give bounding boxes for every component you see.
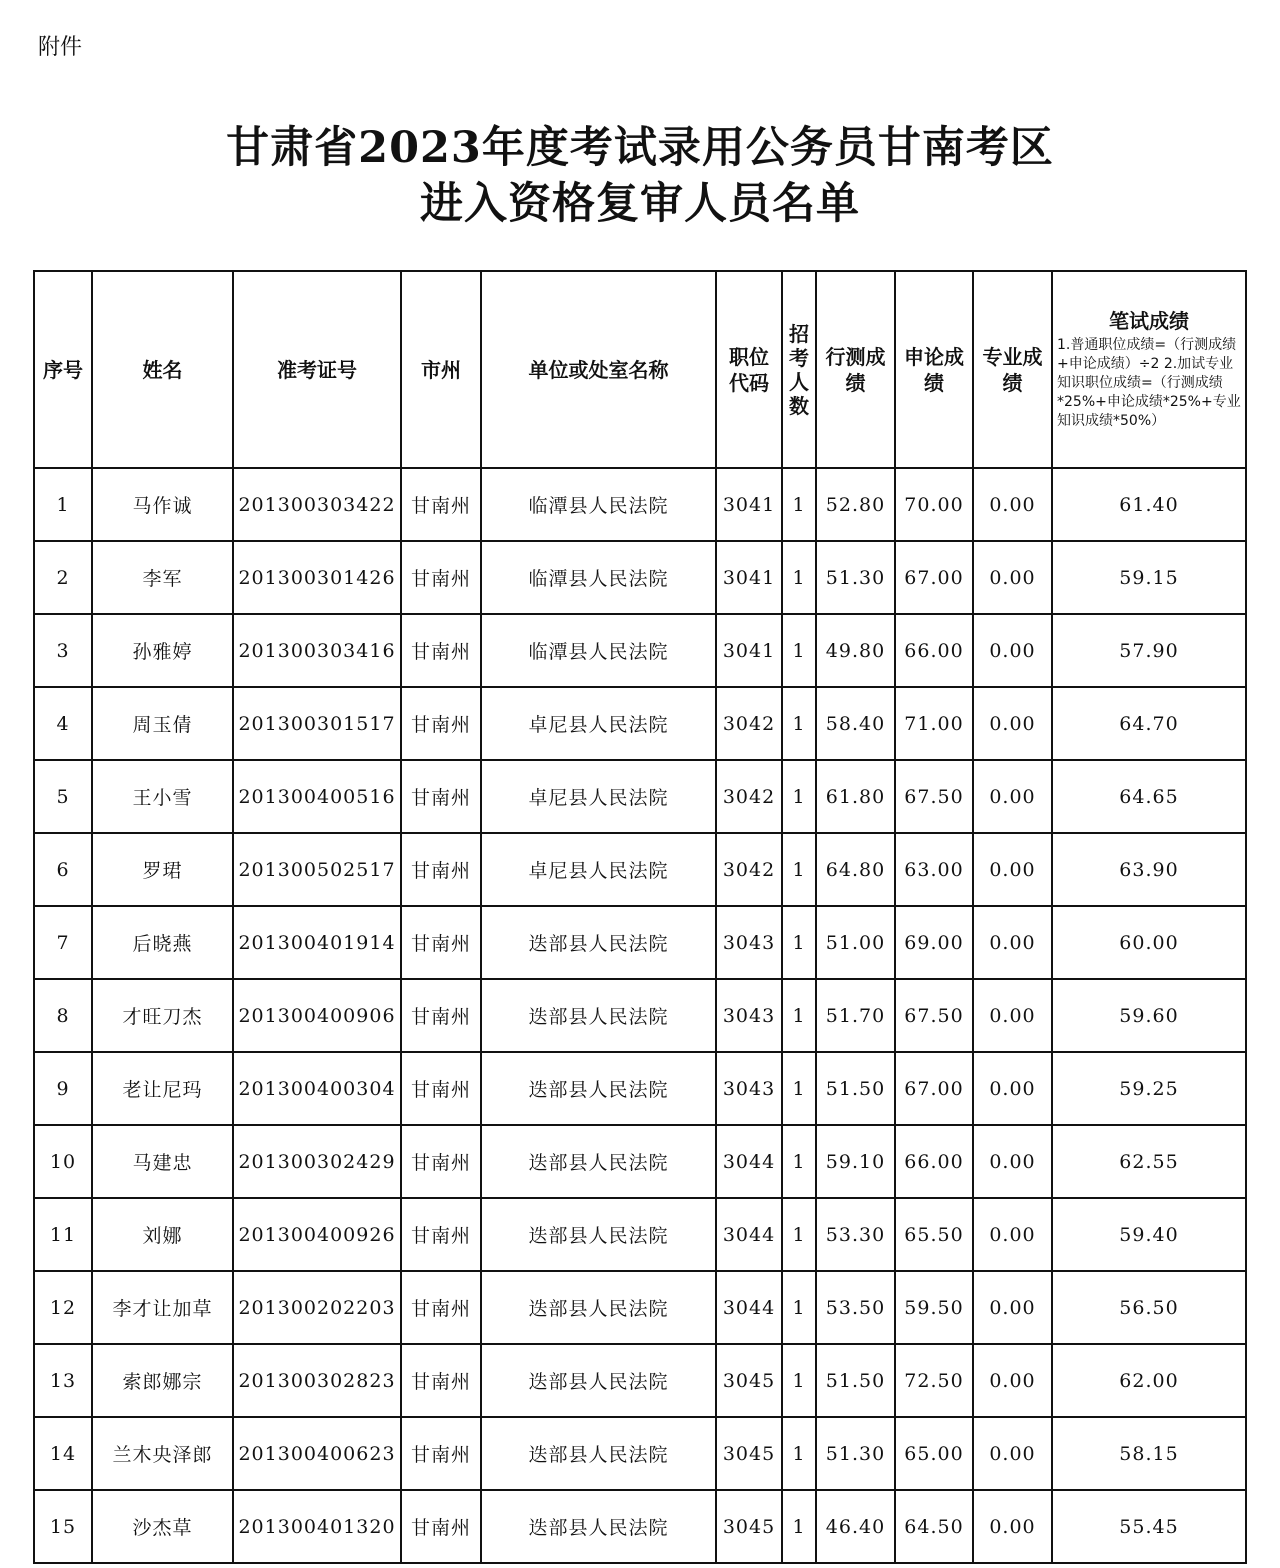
header-quota-label: 招考人数 — [789, 321, 809, 418]
table-row — [34, 1417, 1246, 1490]
cell-quota: 1 — [782, 1490, 816, 1563]
cell-name: 马作诚 — [92, 468, 233, 541]
cell-seq: 9 — [34, 1052, 92, 1125]
cell-code: 3044 — [716, 1198, 782, 1271]
cell-code: 3041 — [716, 541, 782, 614]
cell-xingce: 64.80 — [816, 833, 895, 906]
cell-ticket: 201300302429 — [233, 1125, 401, 1198]
cell-unit: 迭部县人民法院 — [481, 1417, 716, 1490]
cell-unit: 临潭县人民法院 — [481, 541, 716, 614]
cell-code: 3042 — [716, 687, 782, 760]
table-row — [34, 468, 1246, 541]
cell-shenlun: 71.00 — [895, 687, 973, 760]
cell-name: 沙杰草 — [92, 1490, 233, 1563]
cell-unit: 临潭县人民法院 — [481, 468, 716, 541]
cell-unit: 迭部县人民法院 — [481, 1052, 716, 1125]
cell-city: 甘南州 — [401, 1198, 481, 1271]
cell-written: 61.40 — [1052, 468, 1246, 541]
header-city: 市州 — [401, 271, 481, 468]
cell-code: 3045 — [716, 1490, 782, 1563]
cell-written: 59.60 — [1052, 979, 1246, 1052]
cell-ticket: 201300502517 — [233, 833, 401, 906]
cell-written: 59.15 — [1052, 541, 1246, 614]
header-row — [34, 271, 1246, 468]
cell-code: 3043 — [716, 979, 782, 1052]
cell-quota: 1 — [782, 906, 816, 979]
cell-shenlun: 67.00 — [895, 1052, 973, 1125]
cell-xingce: 52.80 — [816, 468, 895, 541]
cell-name: 才旺刀杰 — [92, 979, 233, 1052]
cell-ticket: 201300301426 — [233, 541, 401, 614]
cell-zhuanye: 0.00 — [973, 1344, 1052, 1417]
cell-written: 62.55 — [1052, 1125, 1246, 1198]
header-written — [1052, 271, 1246, 468]
cell-name: 索郎娜宗 — [92, 1344, 233, 1417]
page-title: 甘肃省2023年度考试录用公务员甘南考区 — [226, 123, 1054, 173]
cell-xingce: 51.50 — [816, 1052, 895, 1125]
cell-city: 甘南州 — [401, 468, 481, 541]
cell-name: 后晓燕 — [92, 906, 233, 979]
cell-quota: 1 — [782, 760, 816, 833]
cell-name: 马建忠 — [92, 1125, 233, 1198]
cell-city: 甘南州 — [401, 1344, 481, 1417]
cell-code: 3041 — [716, 614, 782, 687]
cell-zhuanye: 0.00 — [973, 468, 1052, 541]
cell-written: 55.45 — [1052, 1490, 1246, 1563]
cell-ticket: 201300400304 — [233, 1052, 401, 1125]
header-shenlun-label: 申论成绩 — [904, 344, 964, 395]
cell-xingce: 53.30 — [816, 1198, 895, 1271]
candidate-table — [33, 270, 1247, 1564]
header-code — [716, 271, 782, 468]
cell-zhuanye: 0.00 — [973, 833, 1052, 906]
header-code-label: 职位代码 — [729, 344, 769, 395]
cell-seq: 4 — [34, 687, 92, 760]
cell-unit: 迭部县人民法院 — [481, 1198, 716, 1271]
header-xingce — [816, 271, 895, 468]
cell-quota: 1 — [782, 1198, 816, 1271]
cell-written: 56.50 — [1052, 1271, 1246, 1344]
cell-code: 3043 — [716, 1052, 782, 1125]
cell-name: 罗珺 — [92, 833, 233, 906]
cell-xingce: 51.30 — [816, 1417, 895, 1490]
cell-code: 3042 — [716, 760, 782, 833]
header-name: 姓名 — [92, 271, 233, 468]
cell-zhuanye: 0.00 — [973, 614, 1052, 687]
cell-city: 甘南州 — [401, 1271, 481, 1344]
cell-quota: 1 — [782, 614, 816, 687]
cell-city: 甘南州 — [401, 687, 481, 760]
cell-ticket: 201300400516 — [233, 760, 401, 833]
cell-seq: 7 — [34, 906, 92, 979]
cell-xingce: 53.50 — [816, 1271, 895, 1344]
header-written-note: 1.普通职位成绩=（行测成绩+申论成绩）÷2 2.加试专业知识职位成绩=（行测成绩*25%+申论成绩*25%+专业知识成绩*50%） — [1057, 337, 1241, 429]
cell-code: 3041 — [716, 468, 782, 541]
cell-city: 甘南州 — [401, 614, 481, 687]
cell-written: 62.00 — [1052, 1344, 1246, 1417]
cell-xingce: 59.10 — [816, 1125, 895, 1198]
cell-written: 64.70 — [1052, 687, 1246, 760]
cell-seq: 11 — [34, 1198, 92, 1271]
cell-seq: 8 — [34, 979, 92, 1052]
cell-shenlun: 69.00 — [895, 906, 973, 979]
cell-ticket: 201300301517 — [233, 687, 401, 760]
cell-name: 老让尼玛 — [92, 1052, 233, 1125]
cell-name: 孙雅婷 — [92, 614, 233, 687]
cell-written: 58.15 — [1052, 1417, 1246, 1490]
cell-zhuanye: 0.00 — [973, 1125, 1052, 1198]
cell-seq: 13 — [34, 1344, 92, 1417]
cell-city: 甘南州 — [401, 1417, 481, 1490]
table-body — [34, 468, 1246, 1563]
table-row — [34, 687, 1246, 760]
cell-city: 甘南州 — [401, 833, 481, 906]
cell-city: 甘南州 — [401, 760, 481, 833]
cell-zhuanye: 0.00 — [973, 1052, 1052, 1125]
cell-name: 周玉倩 — [92, 687, 233, 760]
cell-code: 3042 — [716, 833, 782, 906]
cell-ticket: 201300202203 — [233, 1271, 401, 1344]
cell-shenlun: 64.50 — [895, 1490, 973, 1563]
cell-unit: 卓尼县人民法院 — [481, 687, 716, 760]
cell-unit: 卓尼县人民法院 — [481, 833, 716, 906]
cell-ticket: 201300400623 — [233, 1417, 401, 1490]
table-row — [34, 1198, 1246, 1271]
cell-city: 甘南州 — [401, 1052, 481, 1125]
cell-ticket: 201300302823 — [233, 1344, 401, 1417]
cell-shenlun: 59.50 — [895, 1271, 973, 1344]
cell-seq: 1 — [34, 468, 92, 541]
header-ticket: 准考证号 — [233, 271, 401, 468]
cell-shenlun: 66.00 — [895, 614, 973, 687]
table-row — [34, 979, 1246, 1052]
cell-zhuanye: 0.00 — [973, 1490, 1052, 1563]
cell-code: 3043 — [716, 906, 782, 979]
table-row — [34, 1125, 1246, 1198]
attachment-label: 附件 — [38, 35, 83, 60]
cell-quota: 1 — [782, 1125, 816, 1198]
cell-unit: 迭部县人民法院 — [481, 979, 716, 1052]
cell-quota: 1 — [782, 1271, 816, 1344]
table-row — [34, 541, 1246, 614]
cell-unit: 迭部县人民法院 — [481, 906, 716, 979]
cell-zhuanye: 0.00 — [973, 760, 1052, 833]
cell-city: 甘南州 — [401, 1490, 481, 1563]
header-seq: 序号 — [34, 271, 92, 468]
header-zhuanye — [973, 271, 1052, 468]
cell-seq: 10 — [34, 1125, 92, 1198]
cell-seq: 14 — [34, 1417, 92, 1490]
cell-zhuanye: 0.00 — [973, 906, 1052, 979]
cell-zhuanye: 0.00 — [973, 541, 1052, 614]
cell-city: 甘南州 — [401, 1125, 481, 1198]
cell-code: 3044 — [716, 1271, 782, 1344]
header-zhuanye-label: 专业成绩 — [982, 344, 1043, 395]
cell-xingce: 61.80 — [816, 760, 895, 833]
cell-name: 李军 — [92, 541, 233, 614]
cell-shenlun: 65.50 — [895, 1198, 973, 1271]
cell-quota: 1 — [782, 1052, 816, 1125]
cell-xingce: 58.40 — [816, 687, 895, 760]
cell-shenlun: 67.00 — [895, 541, 973, 614]
cell-shenlun: 66.00 — [895, 1125, 973, 1198]
cell-xingce: 46.40 — [816, 1490, 895, 1563]
cell-shenlun: 67.50 — [895, 979, 973, 1052]
page-subtitle: 进入资格复审人员名单 — [420, 179, 860, 229]
cell-quota: 1 — [782, 1417, 816, 1490]
cell-xingce: 51.00 — [816, 906, 895, 979]
cell-quota: 1 — [782, 1344, 816, 1417]
cell-xingce: 51.50 — [816, 1344, 895, 1417]
cell-seq: 6 — [34, 833, 92, 906]
cell-ticket: 201300400906 — [233, 979, 401, 1052]
header-written-label: 笔试成绩 — [1109, 309, 1189, 333]
cell-unit: 迭部县人民法院 — [481, 1125, 716, 1198]
table-row — [34, 1344, 1246, 1417]
cell-xingce: 51.30 — [816, 541, 895, 614]
cell-unit: 迭部县人民法院 — [481, 1344, 716, 1417]
table-row — [34, 906, 1246, 979]
cell-zhuanye: 0.00 — [973, 979, 1052, 1052]
cell-ticket: 201300303416 — [233, 614, 401, 687]
cell-quota: 1 — [782, 687, 816, 760]
cell-code: 3045 — [716, 1417, 782, 1490]
cell-xingce: 51.70 — [816, 979, 895, 1052]
cell-written: 63.90 — [1052, 833, 1246, 906]
cell-written: 59.40 — [1052, 1198, 1246, 1271]
table-row — [34, 614, 1246, 687]
cell-zhuanye: 0.00 — [973, 687, 1052, 760]
cell-seq: 3 — [34, 614, 92, 687]
cell-shenlun: 67.50 — [895, 760, 973, 833]
cell-shenlun: 70.00 — [895, 468, 973, 541]
cell-ticket: 201300401320 — [233, 1490, 401, 1563]
cell-unit: 迭部县人民法院 — [481, 1490, 716, 1563]
cell-seq: 15 — [34, 1490, 92, 1563]
cell-ticket: 201300401914 — [233, 906, 401, 979]
cell-unit: 迭部县人民法院 — [481, 1271, 716, 1344]
cell-name: 兰木央泽郎 — [92, 1417, 233, 1490]
table-row — [34, 760, 1246, 833]
cell-quota: 1 — [782, 541, 816, 614]
cell-city: 甘南州 — [401, 979, 481, 1052]
table-row — [34, 833, 1246, 906]
cell-zhuanye: 0.00 — [973, 1271, 1052, 1344]
cell-seq: 2 — [34, 541, 92, 614]
cell-city: 甘南州 — [401, 906, 481, 979]
cell-ticket: 201300303422 — [233, 468, 401, 541]
cell-name: 李才让加草 — [92, 1271, 233, 1344]
cell-code: 3044 — [716, 1125, 782, 1198]
cell-code: 3045 — [716, 1344, 782, 1417]
cell-written: 57.90 — [1052, 614, 1246, 687]
header-quota — [782, 271, 816, 468]
cell-zhuanye: 0.00 — [973, 1417, 1052, 1490]
cell-zhuanye: 0.00 — [973, 1198, 1052, 1271]
cell-ticket: 201300400926 — [233, 1198, 401, 1271]
cell-shenlun: 72.50 — [895, 1344, 973, 1417]
cell-quota: 1 — [782, 833, 816, 906]
table-row — [34, 1052, 1246, 1125]
cell-quota: 1 — [782, 468, 816, 541]
cell-unit: 临潭县人民法院 — [481, 614, 716, 687]
cell-city: 甘南州 — [401, 541, 481, 614]
cell-xingce: 49.80 — [816, 614, 895, 687]
cell-shenlun: 63.00 — [895, 833, 973, 906]
cell-written: 60.00 — [1052, 906, 1246, 979]
cell-name: 刘娜 — [92, 1198, 233, 1271]
cell-written: 64.65 — [1052, 760, 1246, 833]
cell-seq: 5 — [34, 760, 92, 833]
table-row — [34, 1490, 1246, 1563]
header-unit: 单位或处室名称 — [481, 271, 716, 468]
cell-unit: 卓尼县人民法院 — [481, 760, 716, 833]
cell-quota: 1 — [782, 979, 816, 1052]
cell-shenlun: 65.00 — [895, 1417, 973, 1490]
header-xingce-label: 行测成绩 — [825, 344, 886, 395]
cell-written: 59.25 — [1052, 1052, 1246, 1125]
header-shenlun — [895, 271, 973, 468]
cell-name: 王小雪 — [92, 760, 233, 833]
cell-seq: 12 — [34, 1271, 92, 1344]
table-row — [34, 1271, 1246, 1344]
